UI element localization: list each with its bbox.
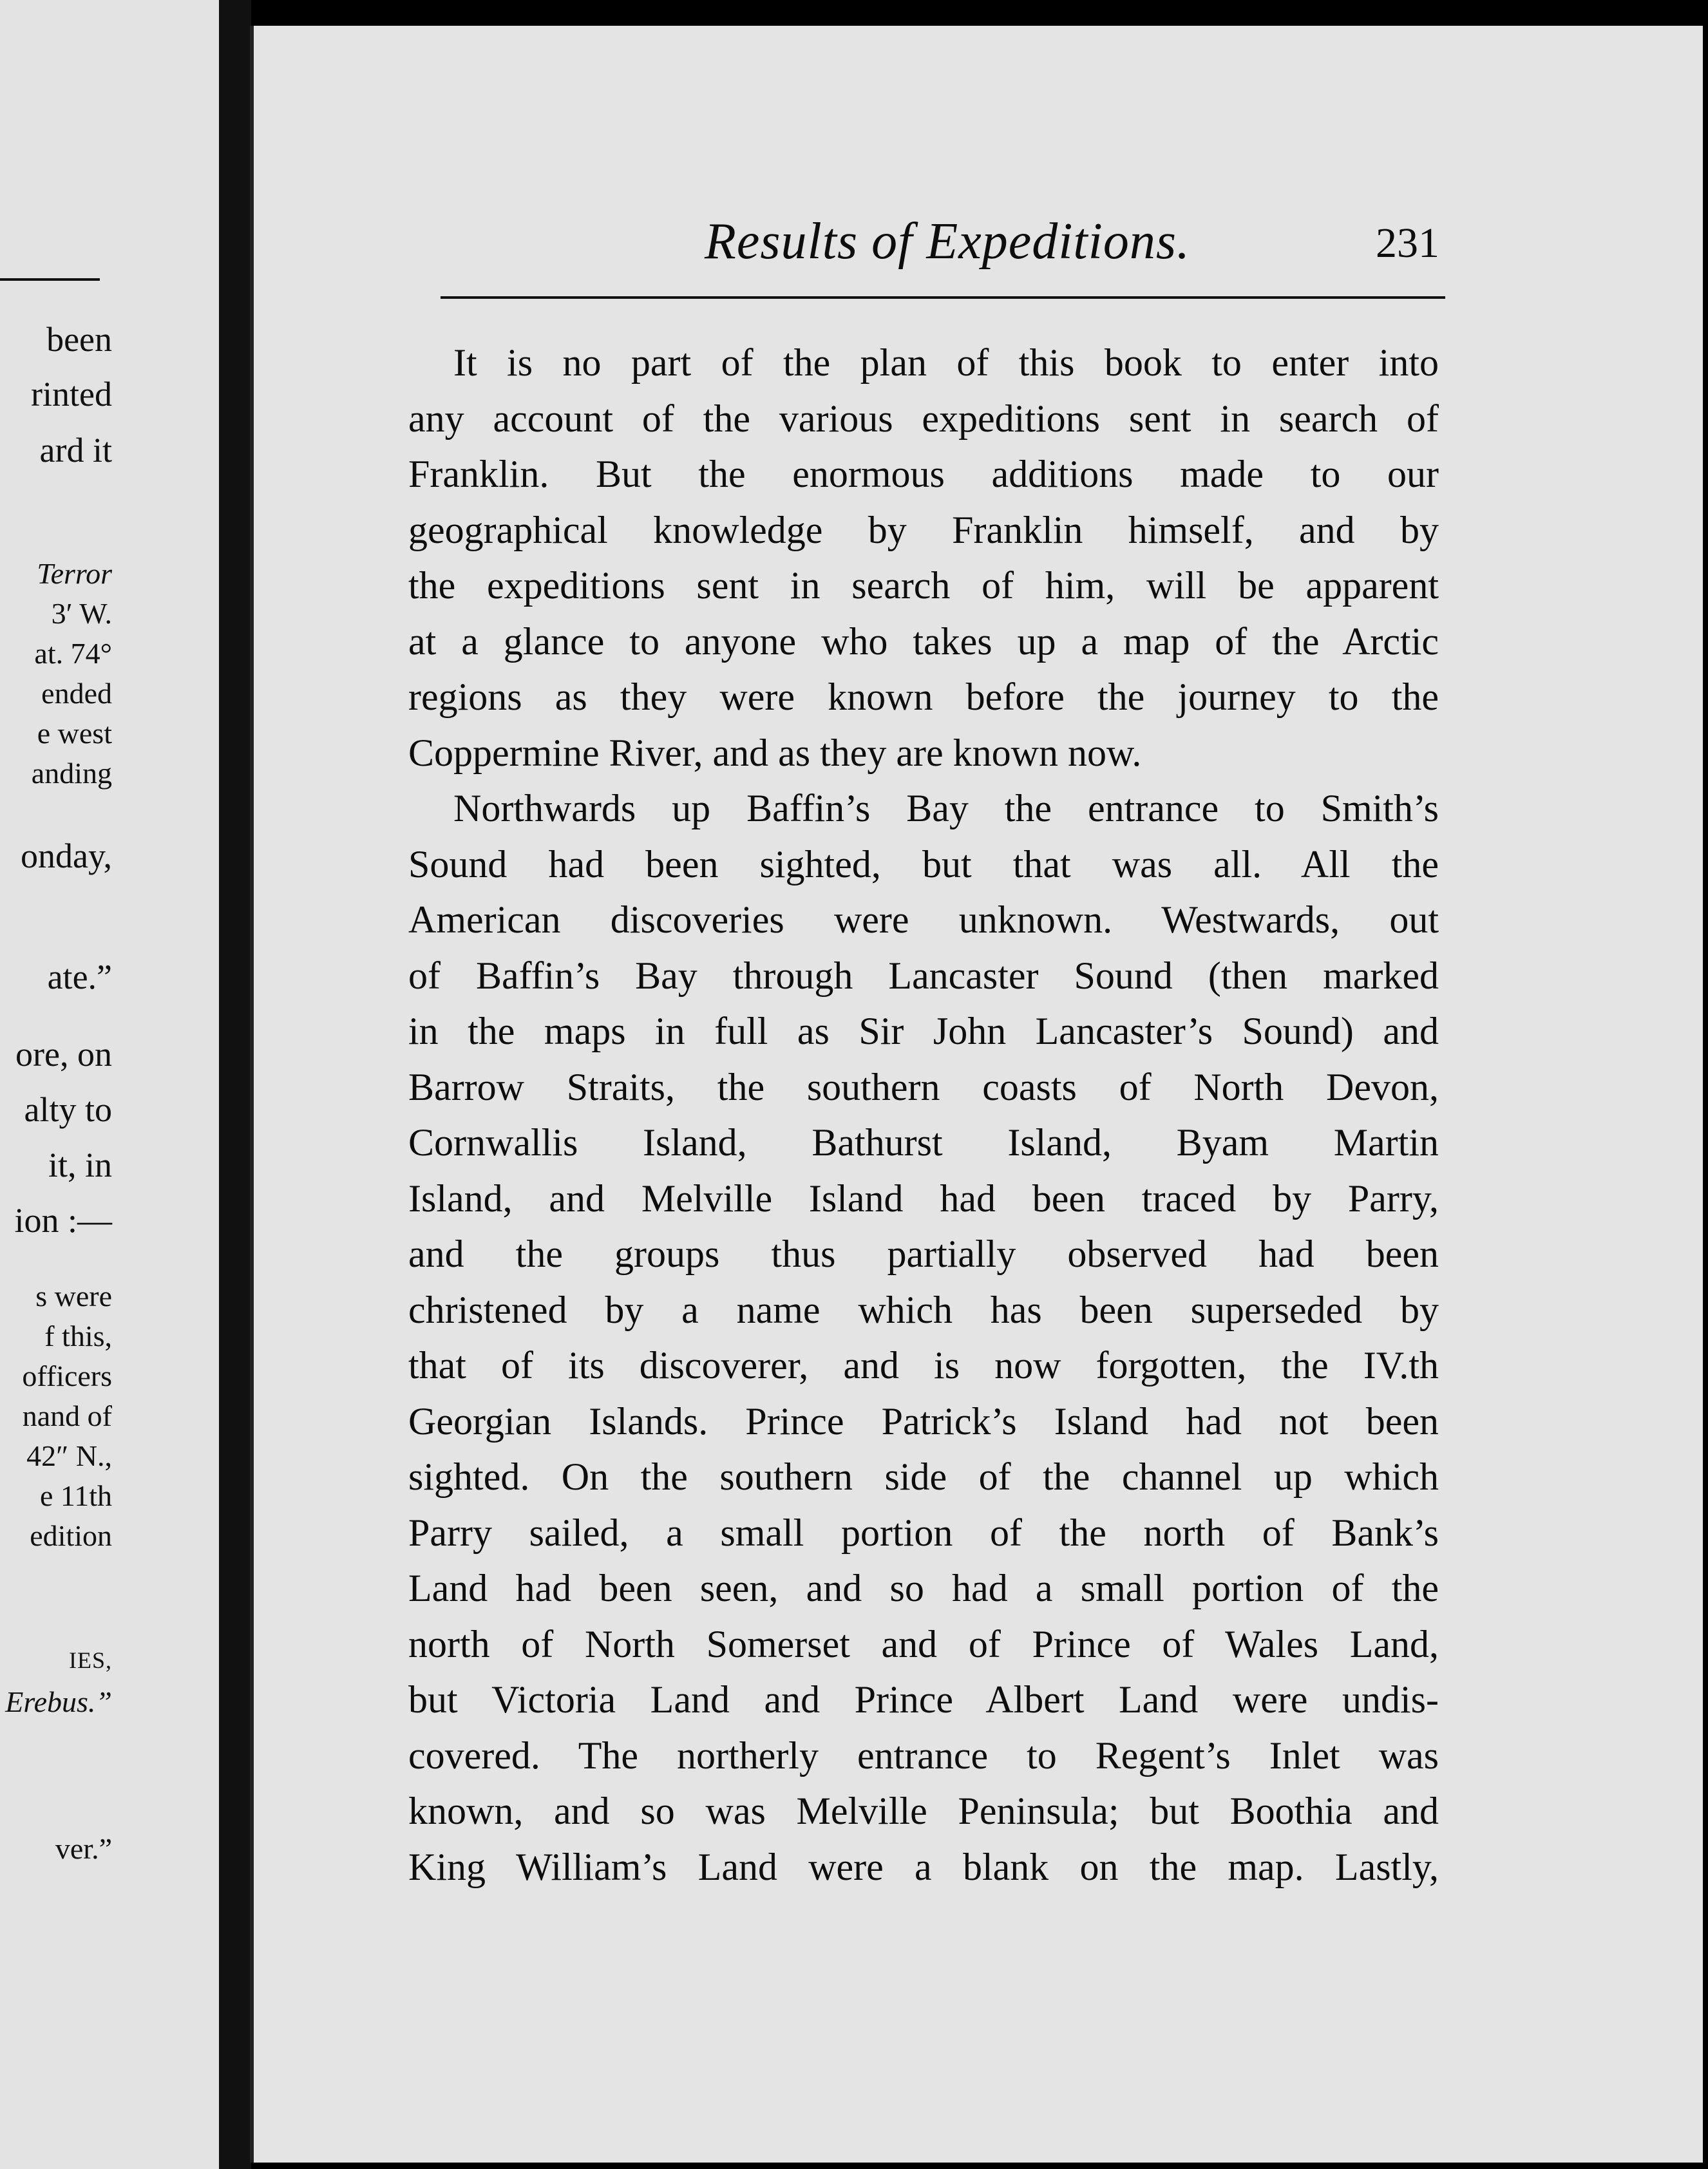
- previous-page-line: nand of: [22, 1399, 112, 1432]
- previous-page-header-rule: [0, 278, 100, 281]
- previous-page-line: onday,: [21, 837, 112, 875]
- text-line: Northwards up Baffin’s Bay the entrance to Smith’s: [453, 787, 1439, 829]
- text-line: Franklin. But the enormous additions made to our: [408, 453, 1439, 495]
- text-line: the expeditions sent in search of him, will be apparent: [408, 564, 1439, 607]
- text-line: that of its discoverer, and is now forgotten, the IV.th: [408, 1344, 1439, 1387]
- text-line: It is no part of the plan of this book to enter into: [453, 341, 1439, 384]
- page-header: [254, 26, 1703, 322]
- page-number: 231: [1376, 220, 1439, 267]
- running-head: Results of Expeditions.: [705, 213, 1191, 270]
- text-line: but Victoria Land and Prince Albert Land were undis-: [408, 1678, 1439, 1721]
- text-line: covered. The northerly entrance to Regent’s Inlet was: [408, 1734, 1439, 1777]
- text-line: north of North Somerset and of Prince of Wales Land,: [408, 1622, 1439, 1665]
- previous-page-fragment: [0, 0, 225, 2169]
- previous-page-line: e 11th: [40, 1479, 112, 1512]
- previous-page-line: edition: [30, 1519, 112, 1552]
- text-line: Coppermine River, and as they are known now.: [408, 731, 1142, 774]
- previous-page-line: 3′ W.: [51, 597, 112, 630]
- previous-page-line: ver.”: [55, 1832, 112, 1865]
- previous-page-line: ard it: [39, 431, 112, 469]
- text-line: Cornwallis Island, Bathurst Island, Byam Martin: [408, 1121, 1439, 1164]
- text-line: Barrow Straits, the southern coasts of North Devon,: [408, 1065, 1439, 1108]
- text-line: Island, and Melville Island had been traced by Parry,: [408, 1177, 1439, 1220]
- text-line: any account of the various expeditions sent in search of: [408, 397, 1439, 440]
- previous-page-line: ate.”: [47, 958, 112, 996]
- text-line: American discoveries were unknown. Westwards, out: [408, 898, 1439, 941]
- text-line: at a glance to anyone who takes up a map of the Arctic: [408, 620, 1439, 663]
- text-line: Land had been seen, and so had a small portion of the: [408, 1567, 1439, 1609]
- text-line: King William’s Land were a blank on the map. Lastly,: [408, 1845, 1439, 1888]
- body-text: [408, 335, 1439, 1895]
- text-line: of Baffin’s Bay through Lancaster Sound (then marked: [408, 954, 1439, 997]
- text-line: regions as they were known before the journey to the: [408, 676, 1439, 718]
- previous-page-line: ended: [41, 677, 112, 710]
- previous-page-line: ion :—: [14, 1201, 112, 1240]
- previous-page-line: it, in: [48, 1146, 112, 1184]
- book-page: [250, 26, 1703, 2163]
- previous-page-line: IES,: [69, 1647, 112, 1673]
- text-line: Sound had been sighted, but that was all. All the: [408, 842, 1439, 886]
- previous-page-line: s were: [35, 1280, 112, 1312]
- previous-page-line: been: [46, 320, 112, 359]
- book-gutter: [219, 0, 251, 2169]
- header-rule: [441, 296, 1445, 299]
- text-line: geographical knowledge by Franklin himself, and by: [408, 508, 1439, 551]
- text-line: christened by a name which has been superseded by: [408, 1288, 1439, 1331]
- text-line: Parry sailed, a small portion of the north of Bank’s: [408, 1511, 1439, 1554]
- previous-page-line: e west: [37, 717, 112, 750]
- previous-page-line: officers: [22, 1359, 112, 1392]
- previous-page-line: ore, on: [15, 1035, 112, 1074]
- text-line: sighted. On the southern side of the channel up which: [408, 1455, 1439, 1498]
- previous-page-line: rinted: [31, 375, 112, 413]
- previous-page-line: f this,: [44, 1320, 112, 1352]
- text-line: in the maps in full as Sir John Lancaster’s Sound) and: [408, 1010, 1439, 1052]
- previous-page-line: Terror: [37, 557, 112, 590]
- text-line: and the groups thus partially observed had been: [408, 1233, 1439, 1275]
- previous-page-line: 42″ N.,: [26, 1439, 112, 1472]
- previous-page-line: anding: [31, 757, 112, 790]
- previous-page-line: at. 74°: [34, 637, 112, 670]
- text-line: known, and so was Melville Peninsula; but Boothia and: [408, 1790, 1439, 1832]
- text-line: Georgian Islands. Prince Patrick’s Island had not been: [408, 1399, 1439, 1443]
- previous-page-line: Erebus.”: [5, 1685, 112, 1718]
- previous-page-line: alty to: [24, 1090, 112, 1129]
